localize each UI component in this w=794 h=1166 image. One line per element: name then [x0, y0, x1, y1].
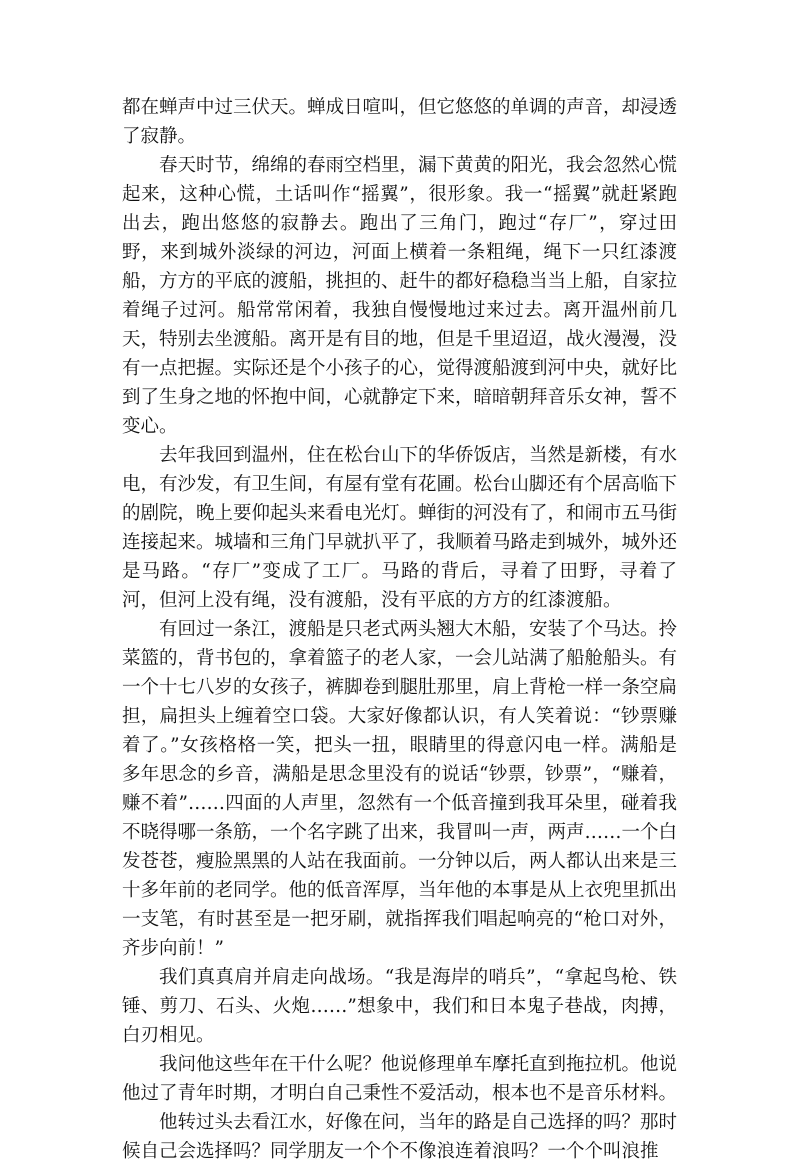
- paragraph-continuation: 都在蝉声中过三伏天。蝉成日喧叫，但它悠悠的单调的声音，却浸透了寂静。: [122, 97, 678, 147]
- paragraph-return-wenzhou: 去年我回到温州，住在松台山下的华侨饭店，当然是新楼，有水电，有沙发，有卫生间，有屋有堂有花圃。松台山脚还有个居高临下的剧院，晚上要仰起头来看电光灯。蝉街的河没有了，和闹市五马街连接起来。城墙和三角门早就扒平了，我顺着马路走到城外，城外还是马路。“存厂”变成了工厂。马路的背后，寻着了田野，寻着了河，但河上没有绳，没有渡船，没有平底的方方的红漆渡船。: [122, 445, 678, 611]
- paragraph-river-crossing: 有回过一条江，渡船是只老式两头翘大木船，安装了个马达。拎菜篮的，背书包的，拿着篮子的老人家，一会儿站满了船舱船头。有一个十七八岁的女孩子，裤脚卷到腿肚那里，肩上背枪一样一条空扁担，扁担头上缠着空口袋。大家好像都认识，有人笑着说：“钞票赚着了。”女孩格格一笑，把头一扭，眼睛里的得意闪电一样。满船是多年思念的乡音，满船是思念里没有的说话“钞票，钞票”，“赚着，赚不着”……四面的人声里，忽然有一个低音撞到我耳朵里，碰着我不晓得哪一条筋，一个名字跳了出来，我冒叫一声，两声……一个白发苍苍，瘦脸黑黑的人站在我面前。一分钟以后，两人都认出来是三十多年前的老同学。他的低音浑厚，当年他的本事是从上衣兜里抓出一支笔，有时甚至是一把牙刷，就指挥我们唱起响亮的“枪口对外，齐步向前！”: [122, 619, 678, 959]
- paragraph-river-question: 他转过头去看江水，好像在问，当年的路是自己选择的吗？那时候自己会选择吗？同学朋友一个个不像浪连着浪吗？一个个叫浪推: [122, 1112, 678, 1162]
- paragraph-classmate-work: 我问他这些年在干什么呢？他说修理单车摩托直到拖拉机。他说他过了青年时期，才明白自己秉性不爱活动，根本也不是音乐材料。: [122, 1054, 678, 1104]
- document-body: [122, 93, 677, 1166]
- paragraph-spring-ferry: 春天时节，绵绵的春雨空档里，漏下黄黄的阳光，我会忽然心慌起来，这种心慌，土话叫作“摇翼”，很形象。我一“摇翼”就赶紧跑出去，跑出悠悠的寂静去。跑出了三角门，跑过“存厂”，穿过田野，来到城外淡绿的河边，河面上横着一条粗绳，绳下一只红漆渡船，方方的平底的渡船，挑担的、赶牛的都好稳稳当当上船，自家拉着绳子过河。船常常闲着，我独自慢慢地过来过去。离开温州前几天，特别去坐渡船。离开是有目的地，但是千里迢迢，战火漫漫，没有一点把握。实际还是个小孩子的心，觉得渡船渡到河中央，就好比到了生身之地的怀抱中间，心就静定下来，暗暗朝拜音乐女神，誓不变心。: [122, 155, 678, 437]
- paragraph-battlefield: 我们真真肩并肩走向战场。“我是海岸的哨兵”，“拿起鸟枪、铁锤、剪刀、石头、火炮……”想象中，我们和日本鬼子巷战，肉搏，白刃相见。: [122, 967, 677, 1046]
